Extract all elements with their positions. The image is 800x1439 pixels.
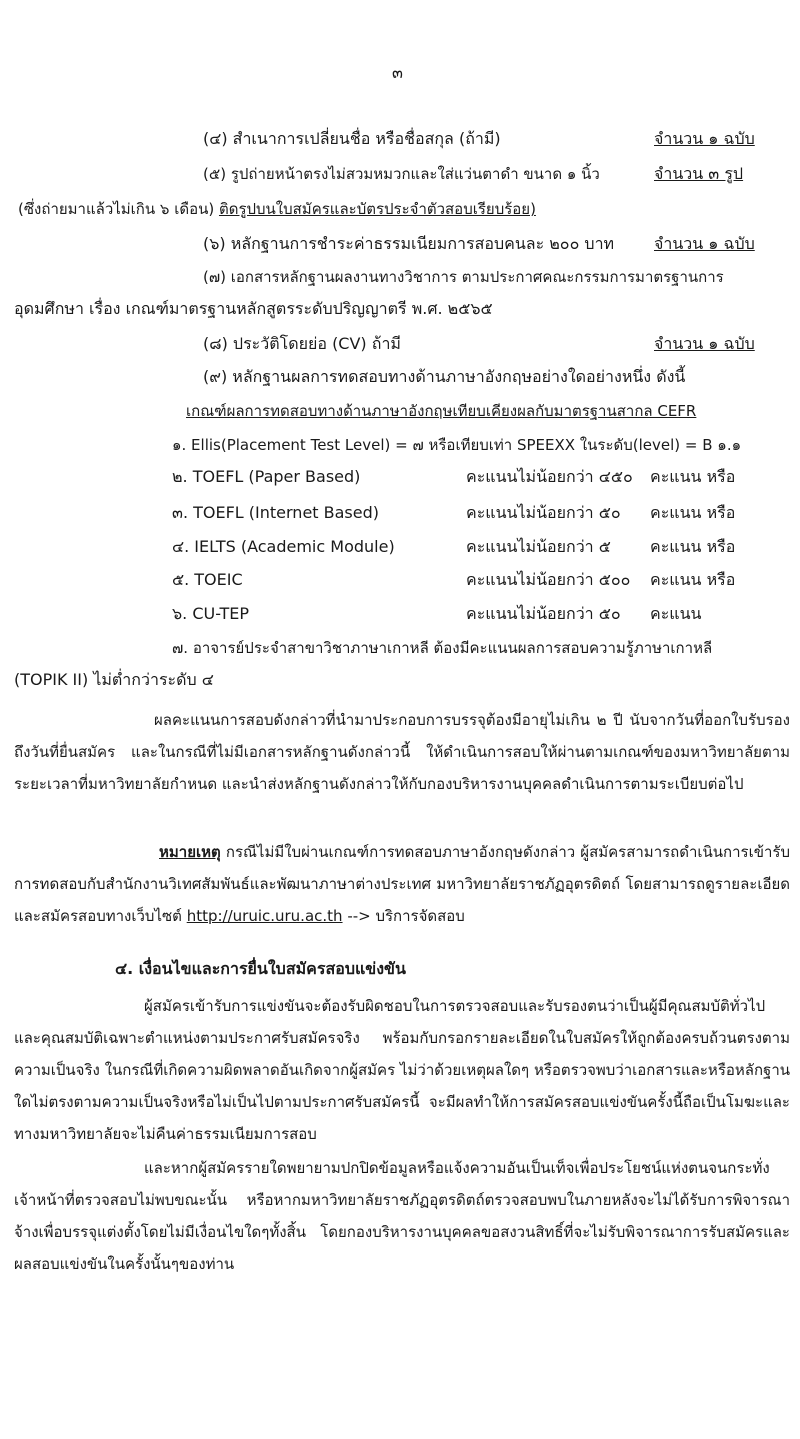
note-tail: --> บริการจัดสอบ — [342, 907, 465, 925]
item-5-count: จำนวน ๓ รูป — [654, 164, 744, 183]
item-5-text: (๕) รูปถ่ายหน้าตรงไม่สวมหมวกและใส่แว่นตาดำ ขนาด ๑ นิ้ว — [203, 165, 600, 183]
page-number: ๓ — [392, 63, 403, 82]
item-4-text: (๔) สำเนาการเปลี่ยนชื่อ หรือชื่อสกุล (ถ้ามี) — [203, 129, 501, 148]
validity-paragraph: ผลคะแนนการสอบดังกล่าวที่นำมาประกอบการบรรจุต้องมีอายุไม่เกิน ๒ ปี นับจากวันที่ออกใบรับรองถึงวันที่ยื่นสมัคร และในกรณีที่ไม่มีเอกสารหลักฐานดังกล่าวนี้ ให้ดำเนินการสอบให้ผ่านตามเกณฑ์ของมหาวิทยาลัยตามระยะเวลาที่มหาวิทยาลัยกำหนด และนำส่งหลักฐานดังกล่าวให้กับกองบริหารงานบุคคลดำเนินการตามระเบียบต่อไป — [14, 711, 790, 793]
test-unit: คะแนน หรือ — [650, 570, 736, 589]
item-6-text: (๖) หลักฐานการชำระค่าธรรมเนียมการสอบคนละ ๒๐๐ บาท — [203, 234, 615, 253]
section-4-paragraph-2: และหากผู้สมัครรายใดพยายามปกปิดข้อมูลหรือแจ้งความอันเป็นเท็จเพื่อประโยชน์แห่งตนจนกระทั่งเจ้าหน้าที่ตรวจสอบไม่พบขณะนั้น หรือหากมหาวิทยาลัยราชภัฏอุตรดิตถ์ตรวจสอบพบในภายหลังจะไม่ได้รับการพิจารณาจ้างเพื่อบรรจุแต่งตั้งโดยไม่มีเงื่อนไขใดๆทั้งสิ้น โดยกองบริหารงานบุคคลขอสงวนสิทธิ์ที่จะไม่รับพิจารณาการรับสมัครและผลสอบแข่งขันในครั้งนั้นๆของท่าน — [14, 1159, 790, 1273]
note-paragraph — [14, 836, 790, 932]
korean-line-1: ๗. อาจารย์ประจำสาขาวิชาภาษาเกาหลี ต้องมีคะแนนผลการสอบความรู้ภาษาเกาหลี — [172, 639, 713, 657]
note-label: หมายเหตุ — [159, 843, 221, 861]
korean-line-2: (TOPIK II) ไม่ต่ำกว่าระดับ ๔ — [14, 670, 214, 689]
test-name: ๕. TOEIC — [172, 570, 243, 589]
item-9-text: (๙) หลักฐานผลการทดสอบทางด้านภาษาอังกฤษอย่างใดอย่างหนึ่ง ดังนี้ — [203, 367, 686, 386]
note-link[interactable]: http://uruic.uru.ac.th — [186, 907, 343, 925]
test-name: ๖. CU-TEP — [172, 604, 250, 623]
note-text: กรณีไม่มีใบผ่านเกณฑ์การทดสอบภาษาอังกฤษดังกล่าว ผู้สมัครสามารถดำเนินการเข้ารับการทดสอบกับสำนักงานวิเทศสัมพันธ์และพัฒนาภาษาต่างประเทศ มหาวิทยาลัยราชภัฏอุตรดิตถ์ โดยสามารถดูรายละเอียดและสมัครสอบทางเว็บไซต์ — [14, 843, 790, 925]
test-row — [172, 502, 379, 524]
item-5-continuation — [18, 198, 536, 220]
test-row — [172, 536, 395, 558]
test-unit: คะแนน หรือ — [650, 537, 736, 556]
item-8-count: จำนวน ๑ ฉบับ — [654, 334, 755, 353]
test-min: คะแนนไม่น้อยกว่า ๕๐ — [466, 503, 621, 522]
test-name: ๓. TOEFL (Internet Based) — [172, 503, 380, 522]
test-name: ๔. IELTS (Academic Module) — [172, 537, 395, 556]
item-7-continuation: อุดมศึกษา เรื่อง เกณฑ์มาตรฐานหลักสูตรระดับปริญญาตรี พ.ศ. ๒๕๖๕ — [14, 299, 493, 318]
test-unit: คะแนน หรือ — [650, 503, 736, 522]
test-min: คะแนนไม่น้อยกว่า ๕ — [466, 537, 611, 556]
test-unit: คะแนน หรือ — [650, 467, 736, 486]
section-4-paragraph-1: ผู้สมัครเข้ารับการแข่งขันจะต้องรับผิดชอบในการตรวจสอบและรับรองตนว่าเป็นผู้มีคุณสมบัติทั่วไปและคุณสมบัติเฉพาะตำแหน่งตามประกาศรับสมัครจริง พร้อมกับกรอกรายละเอียดในใบสมัครให้ถูกต้องครบถ้วนตรงตามความเป็นจริง ในกรณีที่เกิดความผิดพลาดอันเกิดจากผู้สมัคร ไม่ว่าด้วยเหตุผลใดๆ หรือตรวจพบว่าเอกสารและหรือหลักฐานใดไม่ตรงตามความเป็นจริงหรือไม่เป็นไปตามประกาศรับสมัครนี้ จะมีผลทำให้การสมัครสอบแข่งขันครั้งนี้ถือเป็นโมฆะและทางมหาวิทยาลัยจะไม่คืนค่าธรรมเนียมการสอบ — [14, 997, 790, 1143]
test-min: คะแนนไม่น้อยกว่า ๕๐ — [466, 604, 621, 623]
test-row — [172, 569, 243, 591]
test-name: ๒. TOEFL (Paper Based) — [172, 467, 361, 486]
criteria-heading: เกณฑ์ผลการทดสอบทางด้านภาษาอังกฤษเทียบเคียงผลกับมาตรฐานสากล CEFR — [186, 402, 697, 420]
test-row — [172, 603, 249, 625]
test-unit: คะแนน — [650, 604, 702, 623]
item-5-cont-plain: (ซึ่งถ่ายมาแล้วไม่เกิน ๖ เดือน) — [18, 200, 215, 218]
section-4-heading: ๔. เงื่อนไขและการยื่นใบสมัครสอบแข่งขัน — [115, 959, 406, 978]
test-row — [172, 466, 360, 488]
test-min: คะแนนไม่น้อยกว่า ๕๐๐ — [466, 570, 631, 589]
item-5-cont-underlined: ติดรูปบนใบสมัครและบัตรประจำตัวสอบเรียบร้อย) — [218, 200, 536, 218]
ellis-line: ๑. Ellis(Placement Test Level) = ๗ หรือเทียบเท่า SPEEXX ในระดับ(level) = B ๑.๑ — [172, 436, 742, 454]
item-7-text: (๗) เอกสารหลักฐานผลงานทางวิชาการ ตามประกาศคณะกรรมการมาตรฐานการ — [203, 268, 724, 286]
item-4-count: จำนวน ๑ ฉบับ — [654, 129, 755, 148]
item-6-count: จำนวน ๑ ฉบับ — [654, 234, 755, 253]
item-8-text: (๘) ประวัติโดยย่อ (CV) ถ้ามี — [203, 334, 401, 353]
test-min: คะแนนไม่น้อยกว่า ๔๕๐ — [466, 467, 633, 486]
